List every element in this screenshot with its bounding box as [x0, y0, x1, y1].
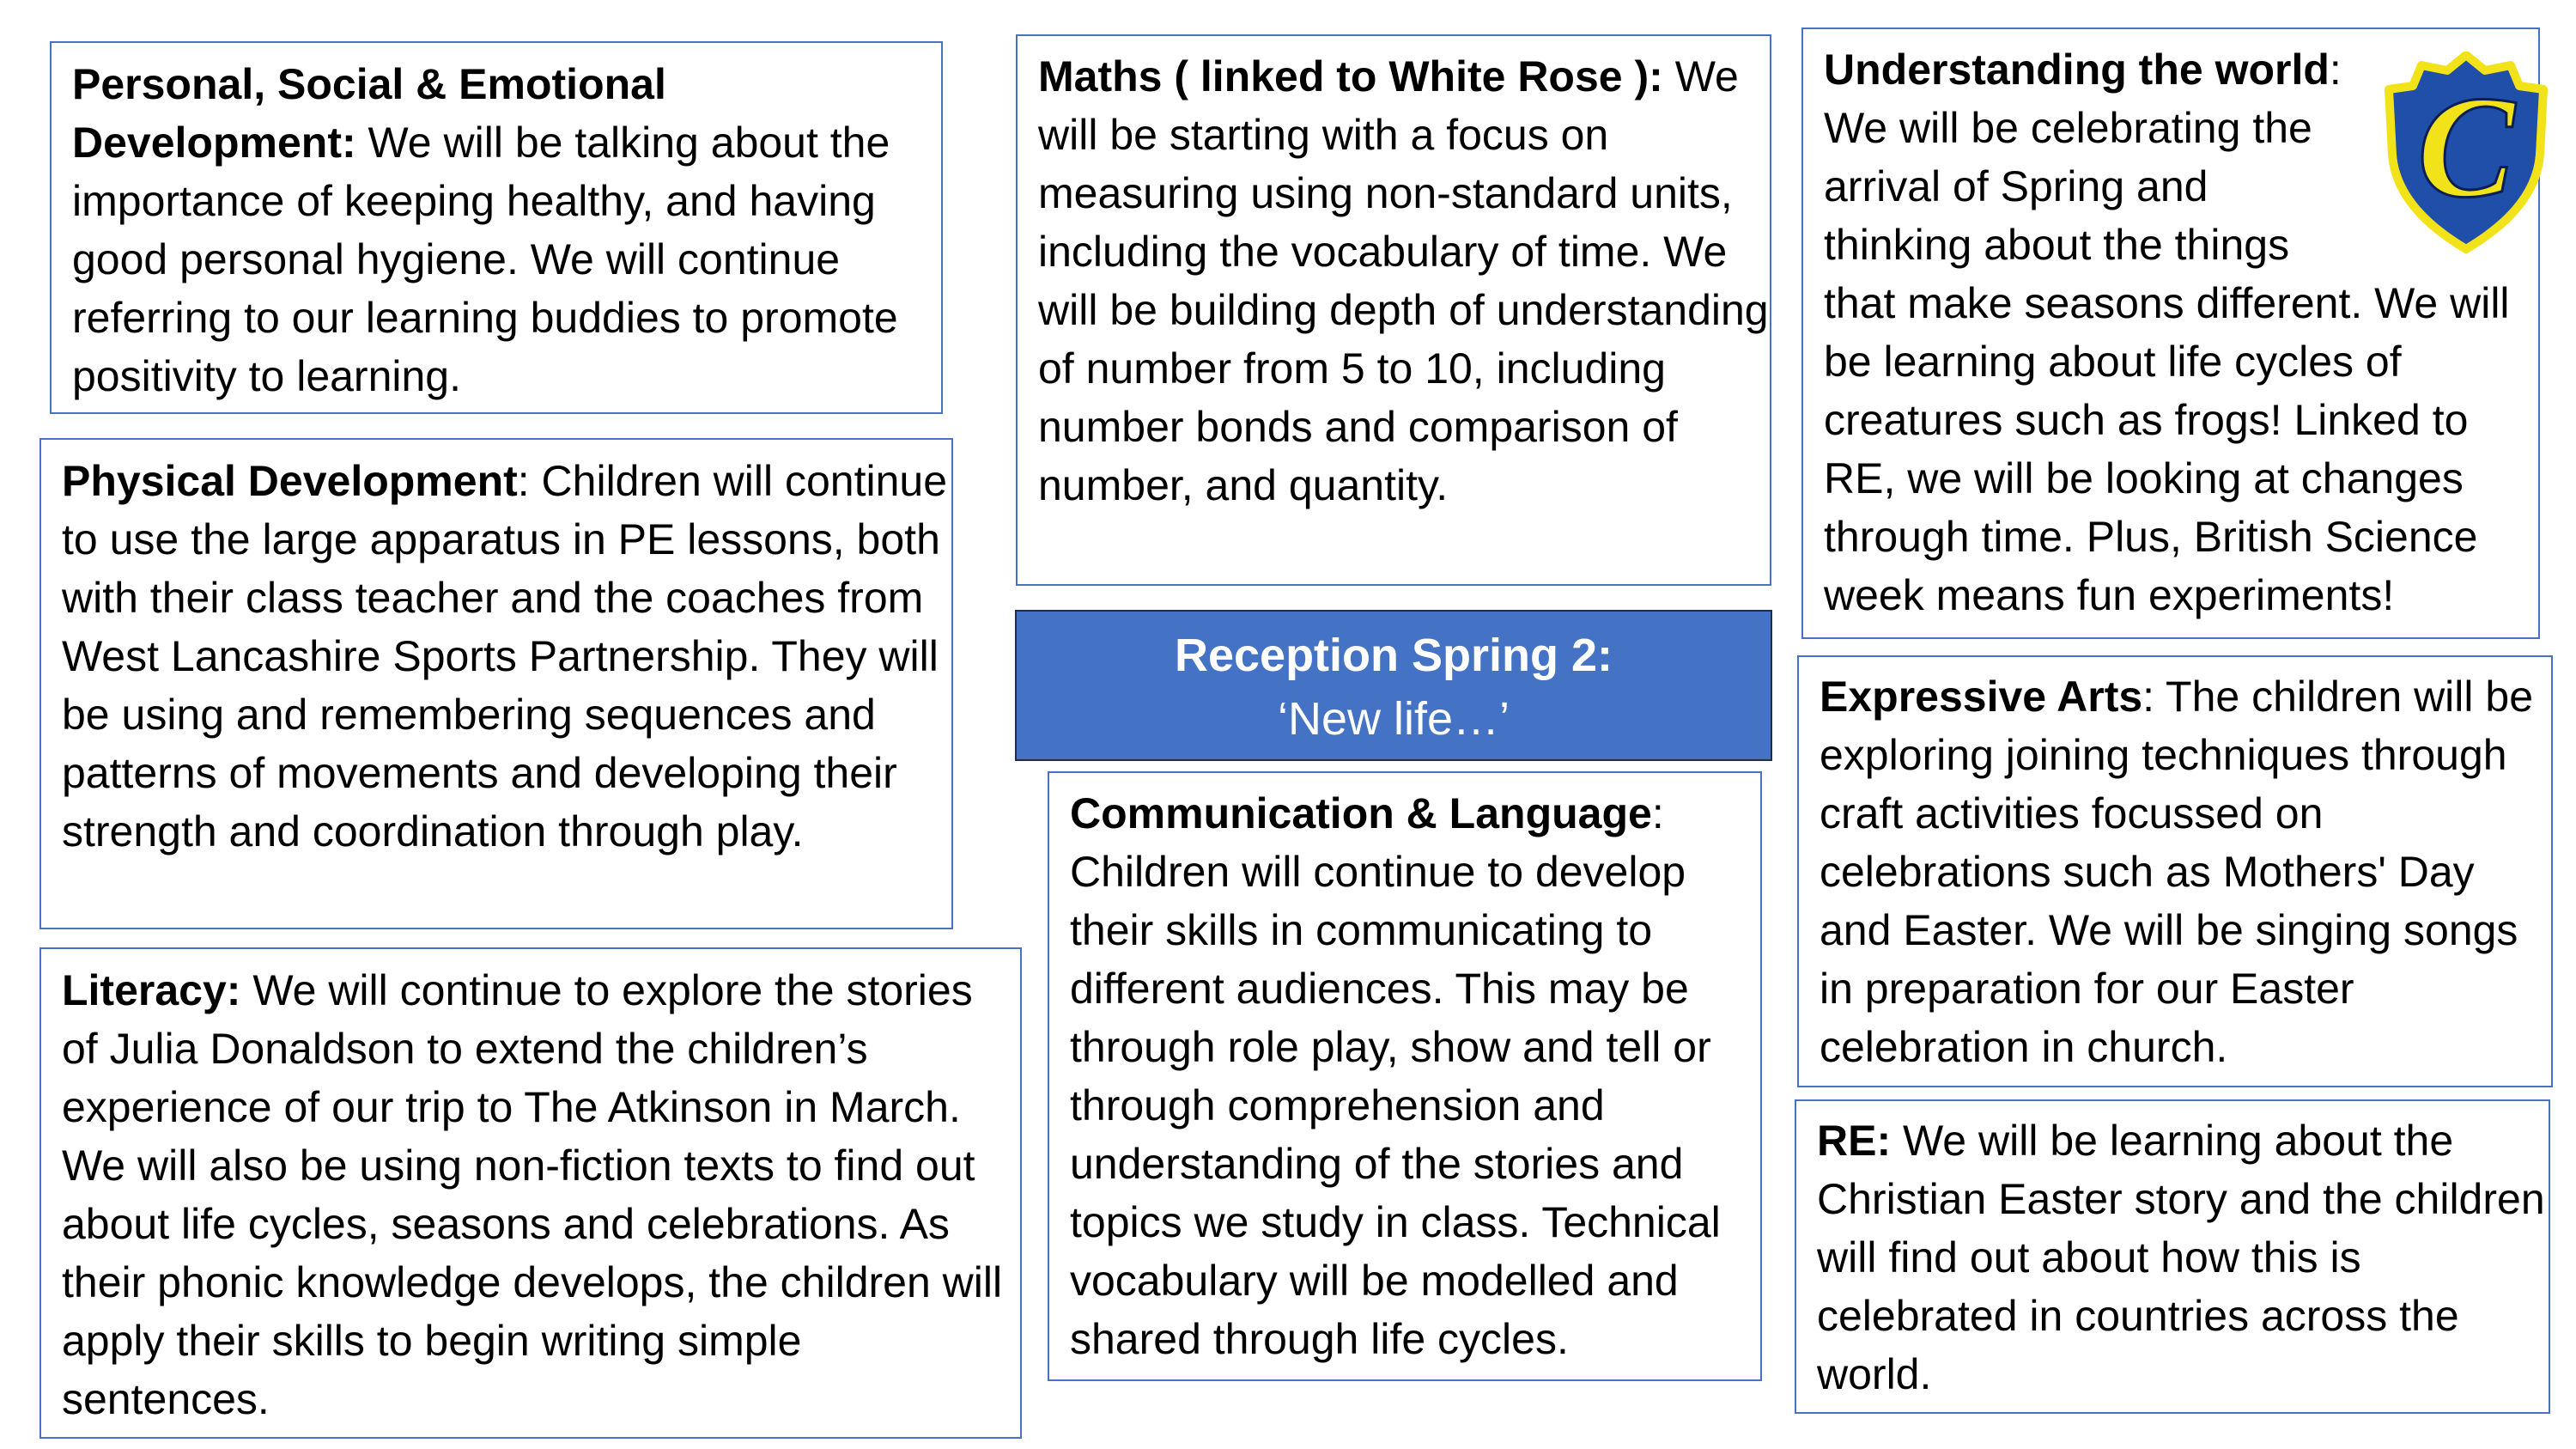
- literacy-body: We will continue to explore the stories of Julia Donaldson to extend the children’s experience of our trip to The Atkinson in March. We will also be using non-fiction texts to find out about life cycles, seasons and celebrations. As their phonic knowledge develops, the children will apply their skills to begin writing simple sentences.: [62, 966, 1003, 1423]
- understanding-line-4: thinking about the things: [1824, 221, 2290, 269]
- understanding-heading: Understanding the world: [1824, 46, 2330, 94]
- title-line-2: ‘New life…’: [1277, 693, 1510, 745]
- page-title: [1015, 610, 1772, 761]
- understanding-colon: :: [2329, 46, 2342, 94]
- re-body: We will be learning about the Christian Easter story and the children will find out about how this is celebrated in countries across the world.: [1817, 1117, 2545, 1398]
- communication-language-box: [1048, 771, 1762, 1381]
- expressive-heading: Expressive Arts: [1820, 673, 2143, 721]
- communication-body: : Children will continue to develop their skills in communicating to different audiences. This may be through role play, show and tell or through comprehension and understanding of the stories and topics we study in class. Technical vocabulary will be modelled and shared through life cycles.: [1070, 789, 1721, 1363]
- expressive-arts-box: [1797, 655, 2553, 1087]
- understanding-rest: that make seasons different. We will be learning about life cycles of creatures such as frogs! Linked to RE, we will be looking at changes through time. Plus, British Science week means fun experiments!: [1824, 279, 2510, 619]
- physical-heading: Physical Development: [62, 457, 518, 505]
- literacy-box: [39, 947, 1022, 1439]
- communication-heading: Communication & Language: [1070, 789, 1652, 837]
- pse-body: We will be talking about the importance of keeping healthy, and having good personal hygiene. We will continue referring to our learning buddies to promote positivity to learning.: [72, 119, 898, 400]
- pse-box: [50, 41, 943, 414]
- literacy-heading: Literacy:: [62, 966, 241, 1014]
- expressive-body: : The children will be exploring joining techniques through craft activities focussed on celebrations such as Mothers' Day and Easter. We will be singing songs in preparation for our Easter celebration in church.: [1820, 673, 2534, 1071]
- understanding-line-2: We will be celebrating the: [1824, 104, 2312, 152]
- maths-box: [1016, 34, 1771, 586]
- maths-heading: Maths ( linked to White Rose ):: [1038, 52, 1663, 100]
- physical-development-box: [39, 438, 953, 929]
- school-crest-icon: [2382, 52, 2550, 254]
- physical-body: : Children will continue to use the large apparatus in PE lessons, both with their class teacher and the coaches from West Lancashire Sports Partnership. They will be using and remembering sequences and patterns of movements and developing their strength and coordination through play.: [62, 457, 948, 855]
- re-heading: RE:: [1817, 1117, 1892, 1165]
- pse-heading: Personal, Social & Emotional Development:: [72, 60, 666, 167]
- re-box: [1795, 1099, 2550, 1414]
- maths-body: We will be starting with a focus on measuring using non-standard units, including the vocabulary of time. We will be building depth of understanding of number from 5 to 10, including number bonds and comparison of number, and quantity.: [1038, 52, 1769, 509]
- crest-letter: C: [2417, 66, 2515, 228]
- title-line-1: Reception Spring 2:: [1174, 630, 1613, 681]
- understanding-line-3: arrival of Spring and: [1824, 162, 2208, 210]
